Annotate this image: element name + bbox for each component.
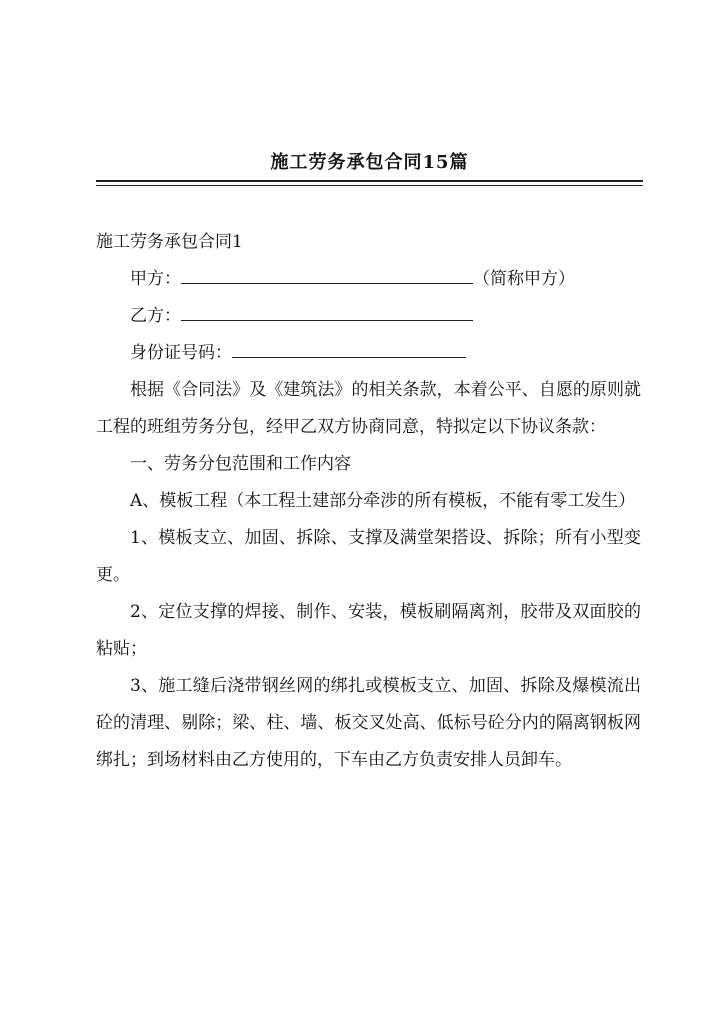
paragraph-item-2: 2、定位支撑的焊接、制作、安装，模板刷隔离剂，胶带及双面胶的粘贴； [96, 602, 641, 659]
party-a-label: 甲方： [130, 269, 181, 289]
title-rule-thick [96, 180, 643, 182]
contract-heading: 施工劳务承包合同1 [96, 232, 243, 252]
party-b-label: 乙方： [130, 306, 181, 326]
id-number-line [96, 335, 641, 372]
party-b-blank [181, 298, 473, 321]
paragraph-intro: 根据《合同法》及《建筑法》的相关条款，本着公平、自愿的原则就工程的班组劳务分包，经甲乙双方协商同意，特拟定以下协议条款： [96, 380, 641, 437]
party-b-line [96, 298, 641, 335]
party-a-suffix: （简称甲方） [473, 269, 575, 289]
document-body [96, 224, 641, 779]
id-number-label: 身份证号码： [130, 343, 232, 363]
paragraph-item-3: 3、施工缝后浇带钢丝网的绑扎或模板支立、加固、拆除及爆模流出砼的清理、剔除；梁、柱、墙、板交叉处高、低标号砼分内的隔离钢板网绑扎；到场材料由乙方使用的，下车由乙方负责安排人员卸车。 [96, 676, 641, 770]
title-rule-thin [96, 185, 643, 186]
party-a-blank [181, 261, 473, 284]
id-number-blank [232, 335, 466, 358]
paragraph-formwork: A、模板工程（本工程土建部分牵涉的所有模板，不能有零工发生） [130, 491, 636, 511]
section-heading-1: 一、劳务分包范围和工作内容 [130, 454, 351, 474]
paragraph-item-1: 1、模板支立、加固、拆除、支撑及满堂架搭设、拆除；所有小型变更。 [96, 528, 641, 585]
document-title: 施工劳务承包合同15篇 [270, 152, 469, 173]
party-a-line [96, 261, 641, 298]
